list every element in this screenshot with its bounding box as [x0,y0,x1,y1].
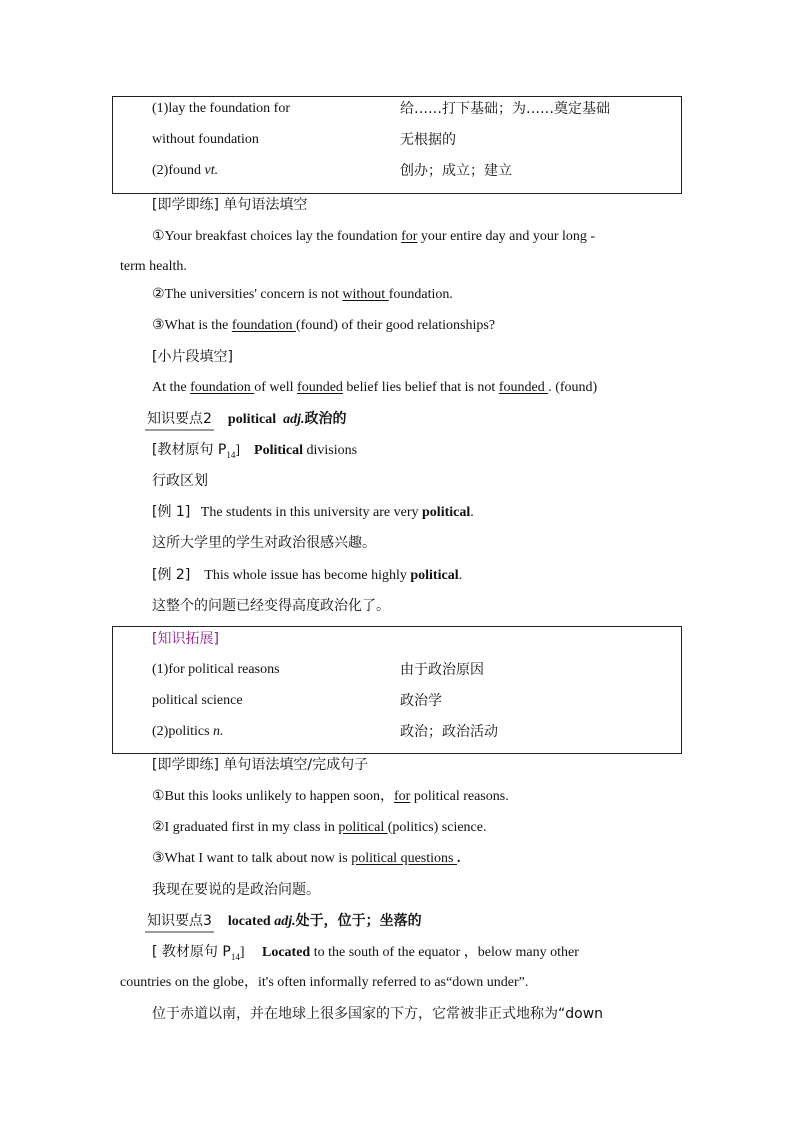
example-keyword: political [422,505,471,520]
fill-text: of well [254,380,298,395]
phrase-en: without foundation [152,132,259,147]
source-label-close: ] [235,443,241,458]
example-sentence [152,502,474,523]
source-text-cont: countries on the globe，it's often informally referred to as“down under”. [120,975,529,990]
phrase-zh: 无根据的 [400,132,456,148]
example-label: [例 2] [152,567,191,583]
phrase-en: (1)lay the foundation for [152,101,291,116]
exercise-text-cont: term health. [120,259,187,274]
answer-blank: political [338,820,388,835]
example-text: . [458,568,463,583]
example-text: The students in this university are very [200,505,423,520]
exercise-item [152,849,460,869]
part-of-speech: adj. [283,412,305,427]
knowledge-point-tag: 知识要点2 [145,409,214,431]
part-of-speech: vt. [204,163,219,178]
phrase-en: political science [152,693,243,708]
exercise-text: ②I graduated first in my class in [152,820,339,835]
source-keyword: Located [261,945,311,960]
part-of-speech: n. [213,724,224,739]
source-text: to the south of the equator ，below many other [310,945,579,960]
exercise-item [152,818,486,838]
exercise-item [152,285,453,305]
exercise-translation: 我现在要说的是政治问题。 [152,882,320,898]
textbook-source [152,942,672,967]
exercise-item [152,316,495,336]
phrase-en-text: (2)politics [152,724,214,739]
answer-blank: founded [498,380,549,395]
fill-paragraph [152,378,597,398]
phrase-zh: 政治；政治活动 [400,724,498,740]
example-sentence [152,565,462,586]
exercise-text: ③What I want to talk about now is [152,851,352,866]
practice-heading: [即学即练] 单句语法填空/完成句子 [152,757,369,773]
headword: political [227,412,277,427]
fill-heading: [小片段填空] [152,349,233,365]
example-translation: 这所大学里的学生对政治很感兴趣。 [152,535,376,551]
practice-heading: [即学即练] 单句语法填空 [152,197,308,213]
phrase-en [152,722,224,742]
example-keyword: political [410,568,459,583]
source-translation: 行政区划 [152,473,208,489]
phrase-zh: 由于政治原因 [400,662,484,678]
fill-text: . (found) [548,380,598,395]
source-page: 14 [226,449,236,460]
exercise-text: ①But this looks unlikely to happen soon， [152,789,394,804]
headword: located [227,914,271,929]
textbook-source [152,440,357,465]
exercise-text: ①Your breakfast choices lay the foundation [152,229,402,244]
fill-text: At the [152,380,191,395]
knowledge-extension-heading: [知识拓展] [152,631,219,647]
example-translation: 这整个的问题已经变得高度政治化了。 [152,598,390,614]
answer-blank: founded [297,380,343,395]
source-keyword: Political [254,443,304,458]
phrase-zh: 创办；成立；建立 [400,163,512,179]
exercise-text: (found) of their good relationships? [295,318,496,333]
exercise-text: political reasons. [410,789,509,804]
answer-blank: political questions [351,851,457,866]
exercise-text: foundation. [388,287,453,302]
answer-blank: foundation [231,318,296,333]
exercise-text: (politics) science. [387,820,487,835]
source-text: divisions [303,443,358,458]
exercise-item [152,227,672,247]
answer-blank: without [342,287,389,302]
phrase-en-text: (2)found [152,163,205,178]
exercise-text: your entire day and your long - [417,229,596,244]
knowledge-point-tag: 知识要点3 [145,911,214,933]
example-text: . [470,505,474,520]
part-of-speech: adj. [274,914,296,929]
phrase-zh: 政治学 [400,693,442,709]
source-label: [ 教材原句 P [152,944,231,960]
answer-blank: for [394,789,411,804]
headword-meaning: 政治的 [304,411,347,427]
example-label: [例 1] [152,504,191,520]
example-text: This whole issue has become highly [204,568,411,583]
exercise-text: ②The universities' concern is not [152,287,343,302]
exercise-text: ③What is the [152,318,232,333]
source-translation: 位于赤道以南，并在地球上很多国家的下方，它常被非正式地称为“down [152,1006,604,1022]
answer-blank: for [401,229,418,244]
knowledge-point-heading [145,911,422,933]
source-label-close: ] [239,945,245,960]
answer-blank: foundation [190,380,255,395]
knowledge-point-heading [145,409,347,431]
headword-meaning: 处于，位于；坐落的 [295,913,422,929]
exercise-item [152,787,509,807]
phrase-en [152,161,218,181]
source-page: 14 [230,951,240,962]
phrase-zh: 给……打下基础；为……奠定基础 [400,101,610,117]
exercise-text: . [456,851,461,866]
phrase-en: (1)for political reasons [152,662,280,677]
source-label: [教材原句 P [152,442,227,458]
fill-text: belief lies belief that is not [342,380,499,395]
